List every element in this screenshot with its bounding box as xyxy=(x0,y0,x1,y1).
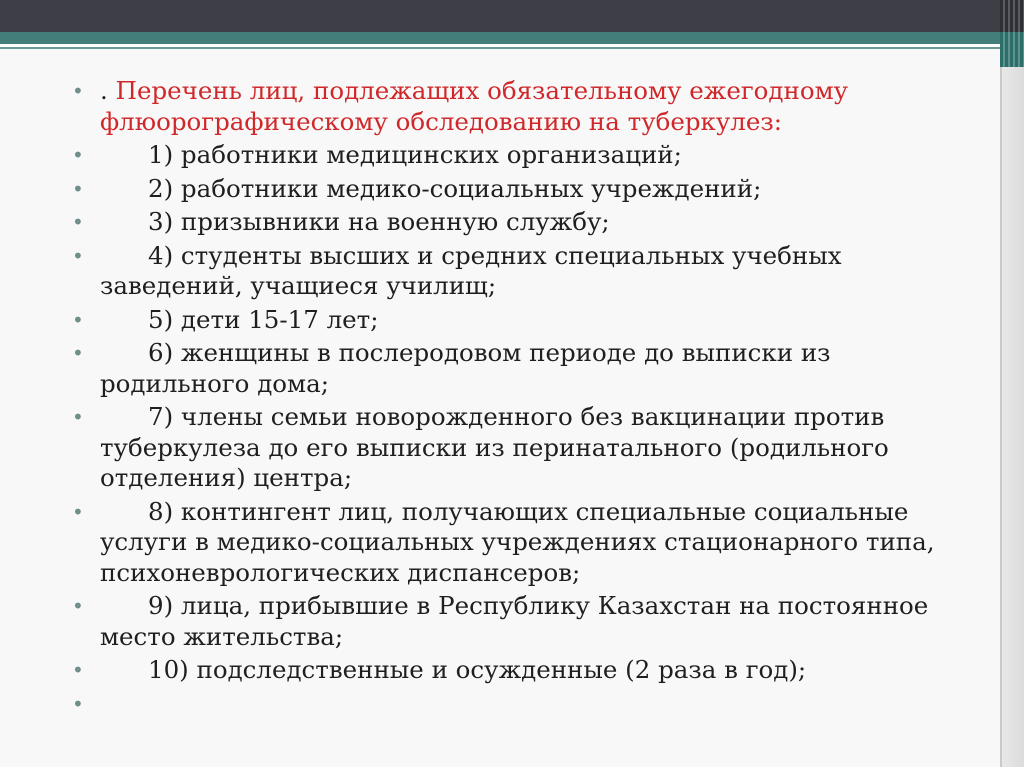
list-item xyxy=(72,207,972,238)
list-item xyxy=(72,174,972,205)
list-item-text: 8) контингент лиц, получающих специальные социальные услуги в медико-социальных учреждениях стационарного типа, психоневрологических диспансеров; xyxy=(100,496,935,587)
list-item xyxy=(72,655,972,686)
list-item-text: 6) женщины в послеродовом периоде до выписки из родильного дома; xyxy=(100,338,831,398)
list-item-text: 4) студенты высших и средних специальных учебных заведений, учащиеся училищ; xyxy=(100,240,842,300)
bullet-icon: • xyxy=(72,658,84,682)
list-item-text: 1) работники медицинских организаций; xyxy=(148,140,682,169)
bullet-icon: • xyxy=(72,307,84,332)
accent-thin-line xyxy=(0,47,1000,49)
bullet-icon: • xyxy=(72,243,84,268)
bullet-icon: • xyxy=(72,79,84,103)
top-decor-bar xyxy=(0,0,1024,32)
list-item-text: 10) подследственные и осужденные (2 раза в год); xyxy=(148,655,807,684)
list-item-text: 7) члены семьи новорожденного без вакцинации против туберкулеза до его выписки из перинатального (родильного отделения) центра; xyxy=(100,402,889,492)
bullet-icon: • xyxy=(72,143,84,167)
list-item xyxy=(72,338,972,399)
heading-text: Перечень лиц, подлежащих обязательному ежегодному флюорографическому обследованию на туберкулез: xyxy=(100,76,849,136)
list-item xyxy=(72,591,972,652)
list-item-text: 2) работники медико-социальных учреждений; xyxy=(148,173,762,203)
slide-content xyxy=(72,76,972,716)
bullet-icon: • xyxy=(72,341,84,365)
list-heading xyxy=(72,76,972,137)
list-item xyxy=(72,402,972,494)
list-item-text: 3) призывники на военную службу; xyxy=(148,207,610,236)
list-item-text: 9) лица, прибывшие в Республику Казахстан на постоянное место жительства; xyxy=(100,591,929,651)
bullet-icon: • xyxy=(72,691,84,716)
list-item-text: 5) дети 15-17 лет; xyxy=(148,304,379,334)
bullet-icon: • xyxy=(72,176,84,201)
list-item xyxy=(72,497,972,589)
bullet-icon: • xyxy=(72,405,84,429)
bullet-icon: • xyxy=(72,210,84,234)
list-item xyxy=(72,140,972,171)
list-item xyxy=(72,305,972,336)
bullet-icon: • xyxy=(72,594,84,618)
slide-right-edge xyxy=(1000,0,1024,767)
list-item xyxy=(72,241,972,302)
bullet-icon: • xyxy=(72,499,84,524)
heading-lead: . xyxy=(100,76,116,105)
accent-band xyxy=(0,32,1000,44)
corner-teal-stripes xyxy=(1000,32,1024,67)
